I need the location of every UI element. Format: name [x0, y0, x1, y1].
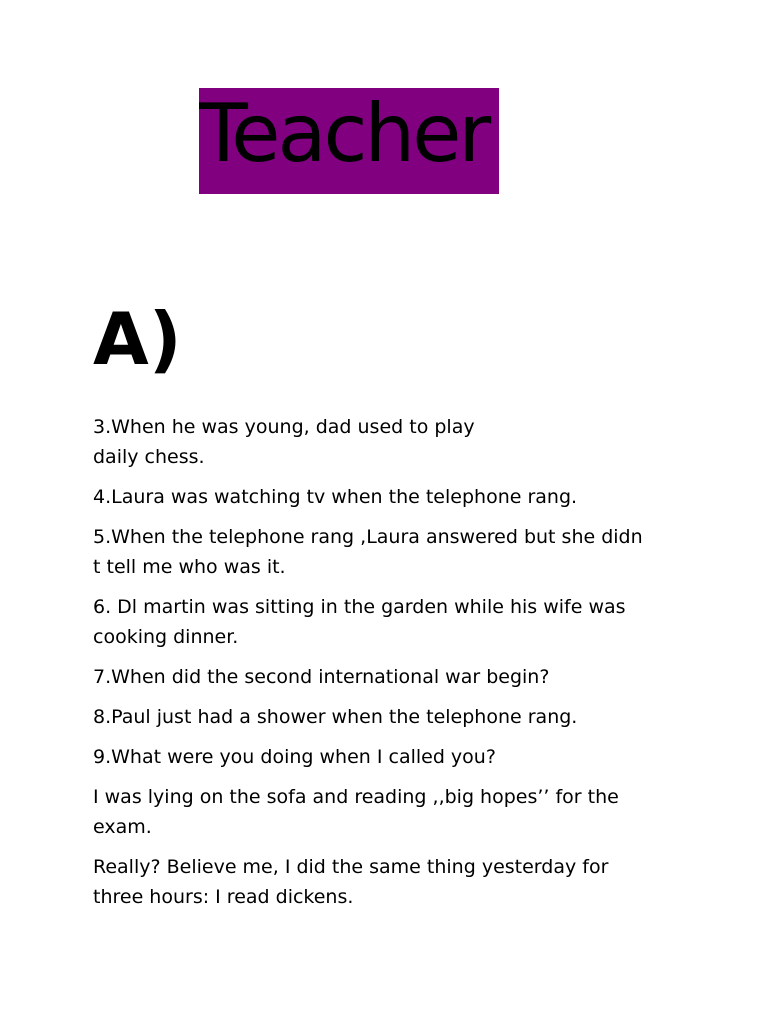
sentence-line: 3.When he was young, dad used to play	[93, 416, 475, 438]
sentence-item-5	[93, 522, 683, 582]
sentence-line: 5.When the telephone rang ,Laura answered but she didn	[93, 526, 643, 548]
sentence-item-4	[93, 482, 683, 512]
sentence-line: cooking dinner.	[93, 626, 239, 648]
sentence-item-6	[93, 592, 683, 652]
title-banner	[199, 88, 499, 194]
section-label: A)	[93, 297, 182, 381]
dialogue-answer	[93, 782, 683, 842]
sentence-line: Really? Believe me, I did the same thing yesterday for	[93, 856, 609, 878]
sentence-list	[93, 412, 683, 922]
sentence-line: t tell me who was it.	[93, 556, 286, 578]
sentence-line: 9.What were you doing when I called you?	[93, 746, 496, 768]
sentence-line: daily chess.	[93, 446, 205, 468]
sentence-line: exam.	[93, 816, 152, 838]
sentence-item-9	[93, 742, 683, 772]
sentence-line: 6. Dl martin was sitting in the garden while his wife was	[93, 596, 626, 618]
sentence-item-3	[93, 412, 683, 472]
page-title: Teacher	[199, 88, 489, 180]
sentence-item-8	[93, 702, 683, 732]
sentence-item-7	[93, 662, 683, 692]
sentence-line: three hours: I read dickens.	[93, 886, 354, 908]
sentence-line: 8.Paul just had a shower when the telephone rang.	[93, 706, 578, 728]
sentence-line: 4.Laura was watching tv when the telephone rang.	[93, 486, 578, 508]
dialogue-reply	[93, 852, 683, 912]
sentence-line: I was lying on the sofa and reading ,,big hopes’’ for the	[93, 786, 619, 808]
sentence-line: 7.When did the second international war begin?	[93, 666, 550, 688]
